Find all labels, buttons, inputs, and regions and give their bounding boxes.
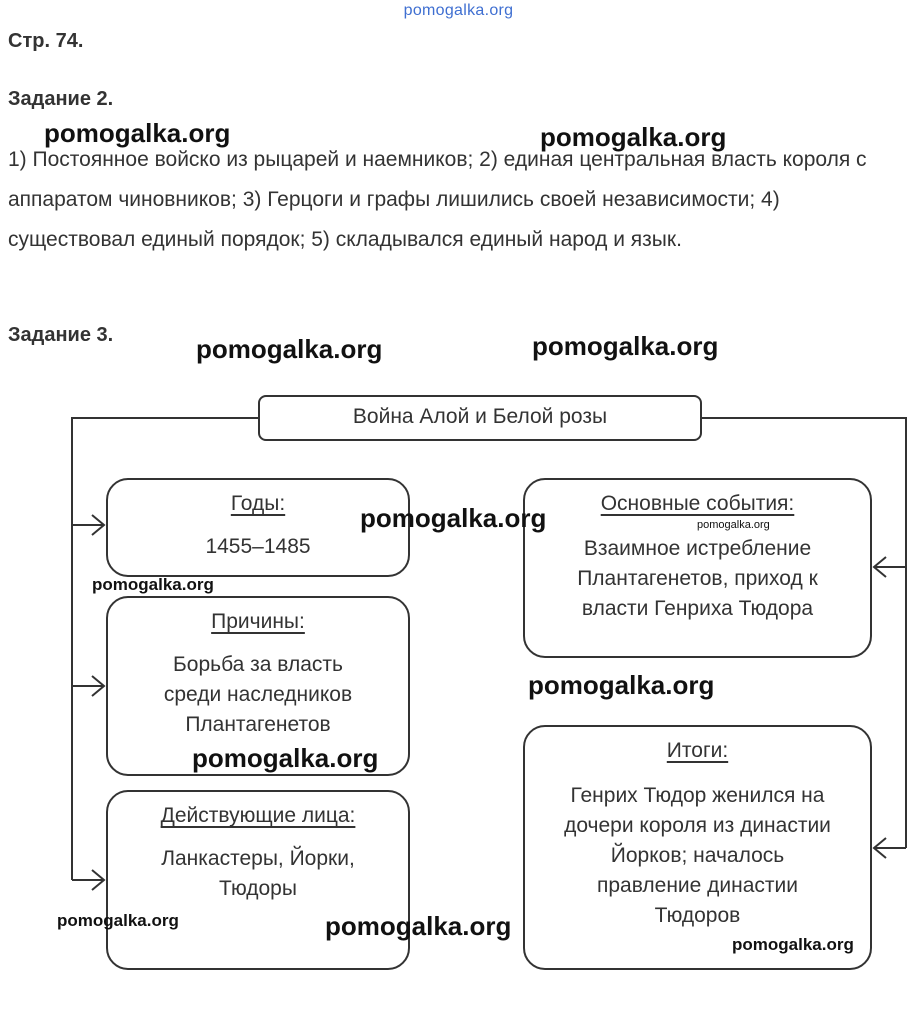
results-title: Итоги: bbox=[666, 739, 729, 762]
task-3-title: Задание 3. bbox=[8, 324, 114, 346]
watermark: pomogalka.org bbox=[540, 122, 727, 152]
watermark: pomogalka.org bbox=[697, 519, 770, 531]
results-line: Тюдоров bbox=[654, 904, 741, 927]
watermark: pomogalka.org bbox=[196, 334, 383, 364]
diagram-center-box bbox=[258, 395, 702, 441]
results-line: Йорков; началось bbox=[610, 844, 785, 867]
events-line: власти Генриха Тюдора bbox=[581, 597, 814, 620]
results-line: правление династии bbox=[596, 874, 799, 897]
top-watermark: pomogalka.org bbox=[403, 2, 514, 19]
results-box bbox=[523, 725, 872, 970]
results-line: Генрих Тюдор женился на bbox=[570, 784, 825, 807]
events-line: Плантагенетов, приход к bbox=[577, 567, 818, 590]
watermark: pomogalka.org bbox=[192, 743, 379, 773]
task-2-title: Задание 2. bbox=[8, 88, 114, 110]
events-box bbox=[523, 478, 872, 658]
diagram-center-label: Война Алой и Белой розы bbox=[352, 405, 608, 428]
events-title: Основные события: bbox=[600, 492, 795, 515]
actors-title: Действующие лица: bbox=[160, 804, 356, 827]
causes-line: среди наследников bbox=[163, 683, 353, 706]
results-line: дочери короля из династии bbox=[564, 814, 831, 837]
actors-line: Ланкастеры, Йорки, bbox=[161, 847, 355, 870]
watermark: pomogalka.org bbox=[325, 911, 512, 941]
causes-title: Причины: bbox=[211, 610, 305, 633]
watermark: pomogalka.org bbox=[532, 331, 719, 361]
watermark: pomogalka.org bbox=[732, 935, 854, 954]
watermark: pomogalka.org bbox=[92, 575, 214, 594]
causes-line: Борьба за власть bbox=[173, 653, 343, 676]
causes-line: Плантагенетов bbox=[185, 713, 331, 736]
task-2-answer: 1) Постоянное войско из рыцарей и наемников; 2) единая центральная власть короля с аппаратом чиновников; 3) Герцоги и графы лишились своей независимости; 4) существовал единый порядок; 5) складывался единый народ и язык. bbox=[8, 148, 867, 251]
years-value: 1455–1485 bbox=[205, 535, 311, 558]
years-title: Годы: bbox=[230, 492, 286, 515]
actors-box bbox=[106, 790, 410, 970]
watermark: pomogalka.org bbox=[528, 670, 715, 700]
watermark: pomogalka.org bbox=[360, 503, 547, 533]
watermark: pomogalka.org bbox=[57, 911, 179, 930]
watermark: pomogalka.org bbox=[44, 118, 231, 148]
events-line: Взаимное истребление bbox=[583, 537, 812, 560]
page-reference: Стр. 74. bbox=[8, 30, 84, 52]
actors-line: Тюдоры bbox=[219, 877, 297, 900]
